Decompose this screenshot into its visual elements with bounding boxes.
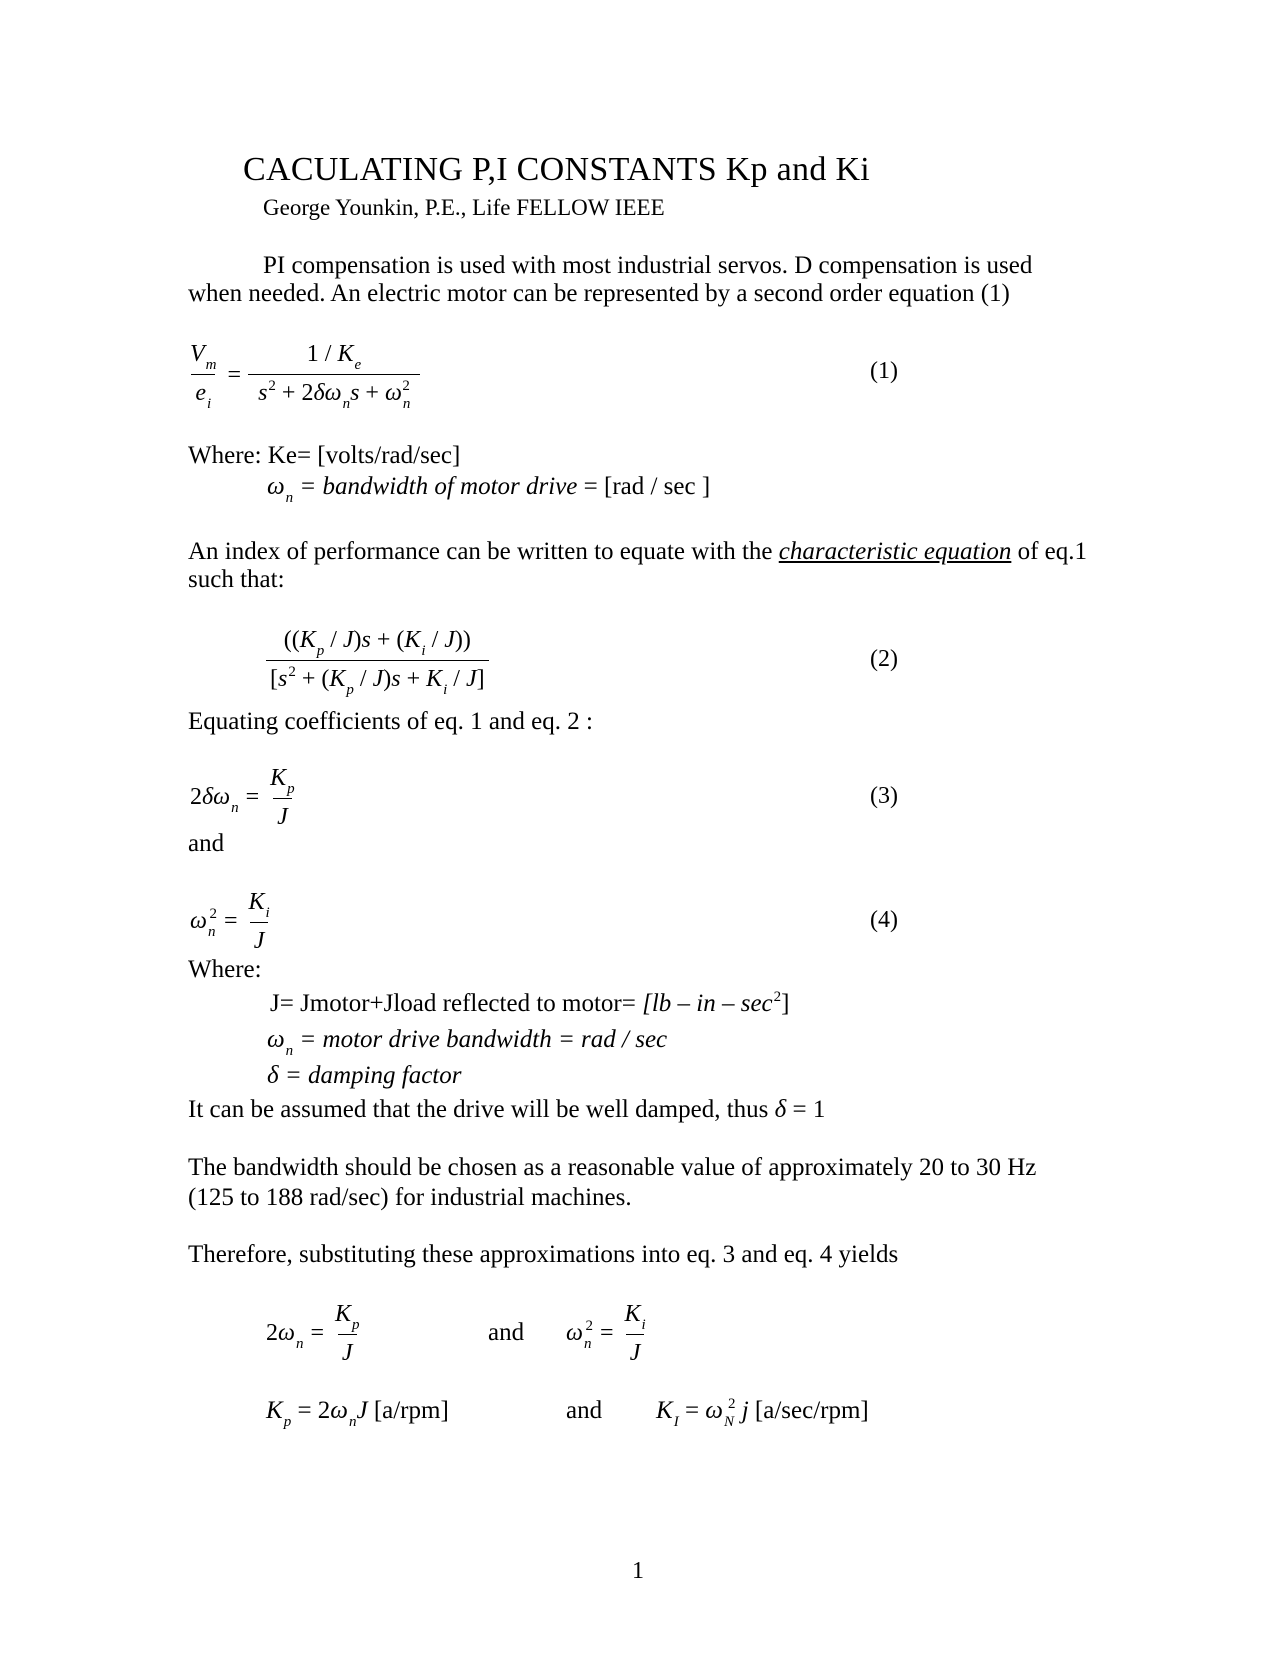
- definition-delta: δ = damping factor: [267, 1062, 462, 1089]
- equation-2: [266, 626, 489, 696]
- performance-text-b: of eq.1: [1017, 538, 1088, 565]
- performance-text-a: An index of performance can be written to equate with the: [188, 538, 773, 565]
- result-ki-units: [a/sec/rpm]: [754, 1397, 869, 1424]
- result-kp-units: [a/rpm]: [373, 1397, 449, 1424]
- characteristic-equation-link[interactable]: characteristic equation: [778, 538, 1012, 565]
- definition-j: J= Jmotor+Jload reflected to motor= [lb – in – $\sec^2$]: [270, 989, 790, 1017]
- substituted-kp-fraction: $\frac{K_p}{J}$: [335, 1301, 360, 1366]
- performance-line-1: [188, 538, 1087, 566]
- substituted-and: and: [488, 1319, 525, 1346]
- eq4-label: (4): [870, 907, 898, 933]
- assumption-text: It can be assumed that the drive will be well damped, thus: [188, 1096, 769, 1123]
- page-number: 1: [632, 1558, 644, 1584]
- definition-j-units: [lb – in – sec: [642, 990, 773, 1017]
- result-ki: $K_I = \omega_N^2$ j [a/sec/rpm]: [656, 1396, 869, 1430]
- equation-3: $2\delta\omega_n$ = $\frac{K_p}{J}$: [190, 764, 299, 831]
- result-and: and: [566, 1397, 603, 1424]
- equation-4: $\omega_n^2$ = $\frac{K_i}{J}$: [190, 888, 274, 955]
- definition-wn: $\omega_n$ = motor drive bandwidth = rad / sec: [267, 1026, 668, 1059]
- substituted-eq-ki: $\omega_n^2$ = $\frac{K_i}{J}$: [566, 1300, 650, 1367]
- eq1-rhs-fraction: $\frac{1 / K_e}{s^2 + 2\delta\omega_ns + \omega_n^2}$: [248, 340, 420, 410]
- eq3-label: (3): [870, 783, 898, 809]
- eq2-fraction: $\frac{((K_p / J)s + (K_i / J))}{[s^2 + (K_p / J)s + K_i / J]}$: [266, 626, 489, 696]
- equation-1: $\frac{V_m}{e_i}$ = $\frac{1 / K_e}{s^2 + 2\delta\omega_ns + \omega_n^2}$: [186, 340, 420, 410]
- bandwidth-line-2: (125 to 188 rad/sec) for industrial machines.: [188, 1184, 632, 1211]
- where-ke-definition: Where: Ke= [volts/rad/sec]: [188, 442, 461, 469]
- intro-line-2: when needed. An electric motor can be represented by a second order equation (1): [188, 280, 1010, 307]
- where-wn-definition: $\omega_n$ = bandwidth of motor drive = [rad / sec ]: [267, 473, 711, 506]
- result-kp: $K_p = 2\omega_nJ$ [a/rpm]: [266, 1397, 449, 1430]
- where-wn-units: = [rad / sec ]: [583, 473, 711, 500]
- substituted-eq-kp: $2\omega_n$ = $\frac{K_p}{J}$: [266, 1300, 364, 1367]
- equating-line: Equating coefficients of eq. 1 and eq. 2 :: [188, 708, 593, 735]
- eq3-fraction: $\frac{K_p}{J}$: [270, 765, 295, 830]
- therefore-line: Therefore, substituting these approximations into eq. 3 and eq. 4 yields: [188, 1241, 899, 1268]
- performance-line-2: such that:: [188, 566, 285, 593]
- eq1-label: (1): [870, 358, 898, 384]
- where-wn-text: = bandwidth of motor drive: [299, 473, 578, 500]
- intro-line-1: PI compensation is used with most industrial servos. D compensation is used: [263, 252, 1033, 279]
- bandwidth-line-1: The bandwidth should be chosen as a reasonable value of approximately 20 to 30 Hz: [188, 1154, 1037, 1181]
- eq2-label: (2): [870, 646, 898, 672]
- and-connector: and: [188, 830, 225, 857]
- eq4-fraction: $\frac{K_i}{J}$: [248, 889, 270, 954]
- definition-wn-text: = motor drive bandwidth = rad / sec: [299, 1026, 668, 1053]
- definition-j-text: J= Jmotor+Jload reflected to motor=: [270, 990, 636, 1017]
- author-line: George Younkin, P.E., Life FELLOW IEEE: [263, 195, 665, 220]
- assumption-value: = 1: [792, 1096, 826, 1123]
- assumption-line: It can be assumed that the drive will be well damped, thus δ = 1: [188, 1096, 826, 1123]
- definition-delta-text: = damping factor: [284, 1062, 462, 1089]
- where-label: Where:: [188, 956, 262, 983]
- eq1-lhs-fraction: $\frac{V_m}{e_i}$: [190, 341, 217, 412]
- page-title: CACULATING P,I CONSTANTS Kp and Ki: [243, 151, 871, 188]
- substituted-ki-fraction: $\frac{K_i}{J}$: [624, 1301, 646, 1366]
